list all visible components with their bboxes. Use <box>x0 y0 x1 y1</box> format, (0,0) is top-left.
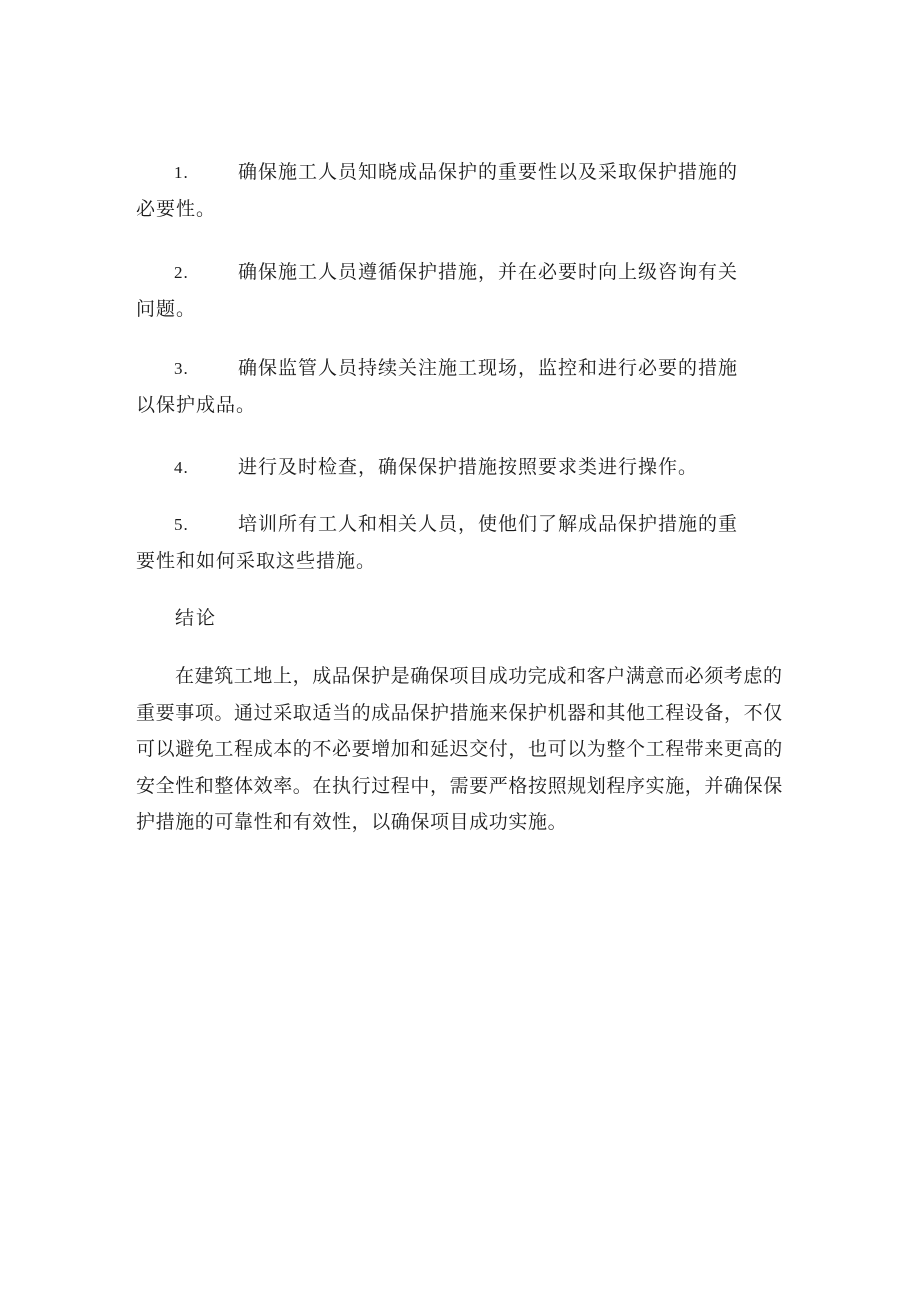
paragraph-line: 重要事项。通过采取适当的成品保护措施来保护机器和其他工程设备，不仅 <box>136 701 783 724</box>
list-text-continuation: 以保护成品。 <box>136 394 257 416</box>
list-item-line <box>136 449 756 486</box>
list-item-line <box>136 254 756 291</box>
list-number: 4. <box>174 458 189 477</box>
list-number: 5. <box>174 515 189 534</box>
paragraph-line: 可以避免工程成本的不必要增加和延迟交付，也可以为整个工程带来更高的 <box>136 738 783 760</box>
list-text: 确保监管人员持续关注施工现场，监控和进行必要的措施 <box>238 357 739 379</box>
list-number: 2. <box>174 263 189 282</box>
section-heading-conclusion: 结论 <box>175 607 218 629</box>
list-text: 进行及时检查，确保保护措施按照要求类进行操作。 <box>238 456 699 478</box>
list-item-line <box>136 506 756 543</box>
list-number: 1. <box>174 163 189 182</box>
list-item-1 <box>136 154 756 228</box>
list-item-3 <box>136 350 756 424</box>
list-text: 确保施工人员知晓成品保护的重要性以及采取保护措施的 <box>238 161 739 183</box>
list-text: 培训所有工人和相关人员，使他们了解成品保护措施的重 <box>238 513 739 535</box>
list-item-2 <box>136 254 756 328</box>
list-text-continuation: 问题。 <box>136 298 197 320</box>
list-item-line <box>136 350 756 387</box>
list-text: 确保施工人员遵循保护措施，并在必要时向上级咨询有关 <box>238 261 739 283</box>
conclusion-paragraph <box>136 658 796 841</box>
paragraph-line: 安全性和整体效率。在执行过程中，需要严格按照规划程序实施，并确保保 <box>136 774 783 797</box>
list-item-line <box>136 154 756 191</box>
list-item-5 <box>136 506 756 580</box>
paragraph-line: 在建筑工地上，成品保护是确保项目成功完成和客户满意而必须考虑的 <box>175 665 783 687</box>
list-number: 3. <box>174 359 189 378</box>
paragraph-line: 护措施的可靠性和有效性，以确保项目成功实施。 <box>136 811 568 833</box>
list-text-continuation: 要性和如何采取这些措施。 <box>136 550 377 572</box>
list-item-4 <box>136 449 756 486</box>
list-text-continuation: 必要性。 <box>136 198 217 220</box>
